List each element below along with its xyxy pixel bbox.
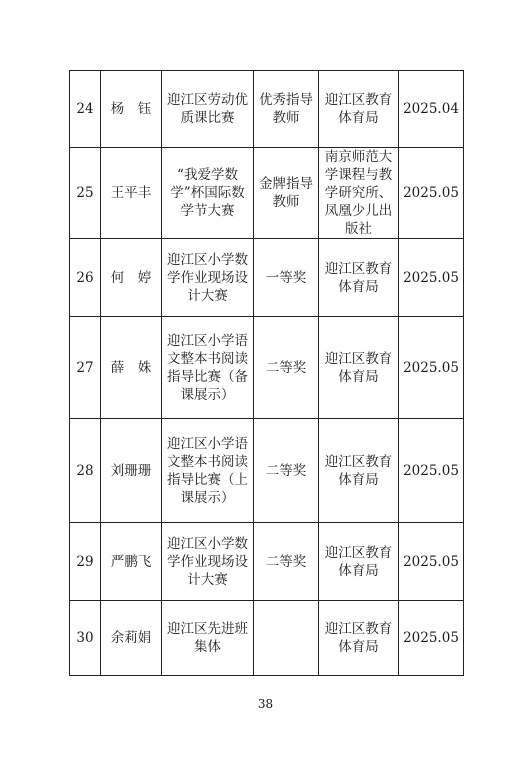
- award-date: 2025.05: [399, 523, 464, 601]
- competition-name: 迎江区先进班集体: [162, 601, 254, 676]
- award-level: 二等奖: [254, 523, 319, 601]
- award-date: 2025.04: [399, 71, 464, 148]
- teacher-name: 严鹏飞: [101, 523, 162, 601]
- row-number: 30: [70, 601, 101, 676]
- organizer: 迎江区教育体育局: [319, 317, 399, 419]
- row-number: 28: [70, 419, 101, 523]
- award-level: 二等奖: [254, 419, 319, 523]
- table-row: [70, 317, 464, 419]
- award-level: [254, 601, 319, 676]
- table-row: [70, 148, 464, 239]
- organizer: 迎江区教育体育局: [319, 601, 399, 676]
- row-number: 27: [70, 317, 101, 419]
- page-number: 38: [257, 697, 274, 711]
- award-date: 2025.05: [399, 601, 464, 676]
- row-number: 26: [70, 239, 101, 317]
- competition-name: 迎江区小学语文整本书阅读指导比赛（上课展示）: [162, 419, 254, 523]
- organizer: 迎江区教育体育局: [319, 419, 399, 523]
- table-row: [70, 239, 464, 317]
- award-date: 2025.05: [399, 419, 464, 523]
- teacher-name: 何 婷: [101, 239, 162, 317]
- award-date: 2025.05: [399, 239, 464, 317]
- competition-name: 迎江区小学语文整本书阅读指导比赛（备课展示）: [162, 317, 254, 419]
- organizer: 迎江区教育体育局: [319, 239, 399, 317]
- competition-name: 迎江区劳动优质课比赛: [162, 71, 254, 148]
- award-level: 优秀指导教师: [254, 71, 319, 148]
- award-level: 一等奖: [254, 239, 319, 317]
- organizer: 迎江区教育体育局: [319, 71, 399, 148]
- teacher-name: 杨 钰: [101, 71, 162, 148]
- organizer: 南京师范大学课程与教学研究所、凤凰少儿出版社: [319, 148, 399, 239]
- table-row: [70, 523, 464, 601]
- awards-table-body: [70, 71, 464, 676]
- teacher-name: 薛 姝: [101, 317, 162, 419]
- teacher-name: 王平丰: [101, 148, 162, 239]
- awards-table: [69, 70, 464, 676]
- row-number: 25: [70, 148, 101, 239]
- competition-name: 迎江区小学数学作业现场设计大赛: [162, 239, 254, 317]
- row-number: 24: [70, 71, 101, 148]
- table-row: [70, 71, 464, 148]
- row-number: 29: [70, 523, 101, 601]
- award-date: 2025.05: [399, 317, 464, 419]
- table-row: [70, 419, 464, 523]
- teacher-name: 刘珊珊: [101, 419, 162, 523]
- award-level: 二等奖: [254, 317, 319, 419]
- competition-name: “我爱学数学”杯国际数学节大赛: [162, 148, 254, 239]
- award-date: 2025.05: [399, 148, 464, 239]
- organizer: 迎江区教育体育局: [319, 523, 399, 601]
- table-row: [70, 601, 464, 676]
- award-level: 金牌指导教师: [254, 148, 319, 239]
- teacher-name: 余莉娟: [101, 601, 162, 676]
- competition-name: 迎江区小学数学作业现场设计大赛: [162, 523, 254, 601]
